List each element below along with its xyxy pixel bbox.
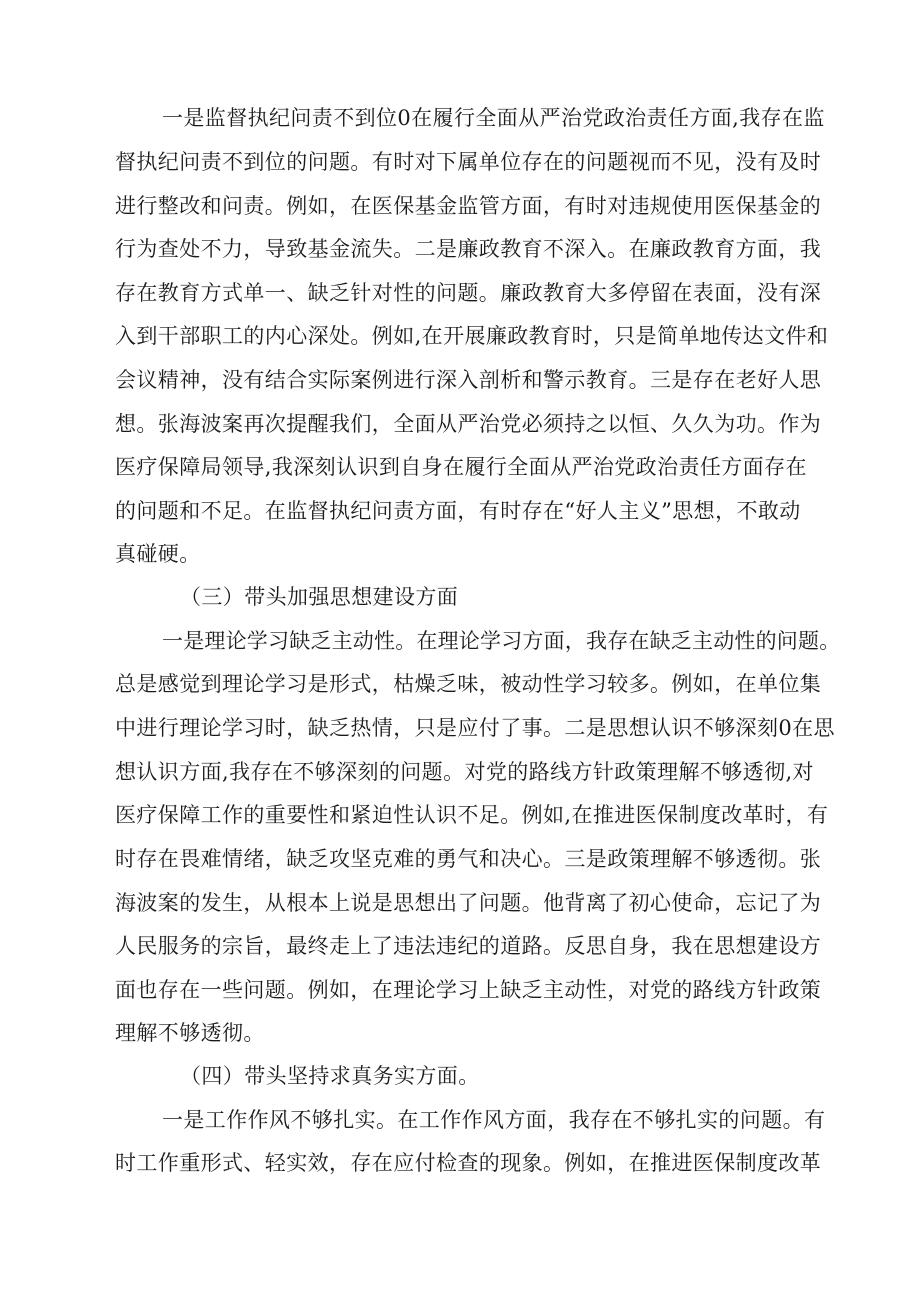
text-line: 总是感觉到理论学习是形式，枯燥乏味，被动性学习较多。例如，在单位集 bbox=[115, 672, 822, 696]
text-line: 督执纪问责不到位的问题。有时对下属单位存在的问题视而不见，没有及时 bbox=[115, 150, 822, 174]
text-line: 时存在畏难情绪，缺乏攻坚克难的勇气和决心。三是政策理解不够透彻。张 bbox=[115, 847, 822, 871]
text-line: 医疗保障局领导,我深刻认识到自身在履行全面从严治党政治责任方面存在 bbox=[115, 455, 807, 479]
text-line: 一是监督执纪问责不到位0在履行全面从严治党政治责任方面,我存在监 bbox=[162, 106, 825, 130]
section-heading-3: （三）带头加强思想建设方面 bbox=[180, 585, 459, 609]
text-line: 的问题和不足。在监督执纪问责方面，有时存在“好人主义”思想，不敢动 bbox=[115, 499, 801, 523]
text-line: 面也存在一些问题。例如，在理论学习上缺乏主动性，对党的路线方针政策 bbox=[115, 978, 822, 1002]
text-line: 进行整改和问责。例如，在医保基金监管方面，有时对违规使用医保基金的 bbox=[115, 194, 822, 218]
text-line: 行为查处不力，导致基金流失。二是廉政教育不深入。在廉政教育方面，我 bbox=[115, 237, 822, 261]
text-line: 海波案的发生，从根本上说是思想出了问题。他背离了初心使命，忘记了为 bbox=[115, 891, 822, 915]
text-line: 想。张海波案再次提醒我们，全面从严治党必须持之以恒、久久为功。作为 bbox=[115, 412, 822, 436]
text-line: 人民服务的宗旨，最终走上了违法违纪的道路。反思自身，我在思想建设方 bbox=[115, 934, 822, 958]
text-line: 理解不够透彻。 bbox=[115, 1021, 265, 1045]
text-line: 想认识方面,我存在不够深刻的问题。对党的路线方针政策理解不够透彻,对 bbox=[115, 760, 814, 784]
text-line: 真碰硬。 bbox=[115, 542, 201, 566]
text-line: 会议精神，没有结合实际案例进行深入剖析和警示教育。三是存在老好人思 bbox=[115, 368, 822, 392]
text-line: 医疗保障工作的重要性和紧迫性认识不足。例如,在推进医保制度改革时，有 bbox=[115, 803, 829, 827]
text-line: 时工作重形式、轻实效，存在应付检查的现象。例如，在推进医保制度改革 bbox=[115, 1151, 822, 1175]
text-line: 一是工作作风不够扎实。在工作作风方面，我存在不够扎实的问题。有 bbox=[162, 1108, 826, 1132]
text-line: 入到干部职工的内心深处。例如,在开展廉政教育时，只是简单地传达文件和 bbox=[115, 324, 829, 348]
text-line: 一是理论学习缺乏主动性。在理论学习方面，我存在缺乏主动性的问题。 bbox=[162, 629, 841, 653]
section-heading-4: （四）带头坚持求真务实方面。 bbox=[180, 1064, 480, 1088]
text-line: 存在教育方式单一、缺乏针对性的问题。廉政教育大多停留在表面，没有深 bbox=[115, 281, 822, 305]
text-line: 中进行理论学习时，缺乏热情，只是应付了事。二是思想认识不够深刻0在思 bbox=[115, 716, 835, 740]
